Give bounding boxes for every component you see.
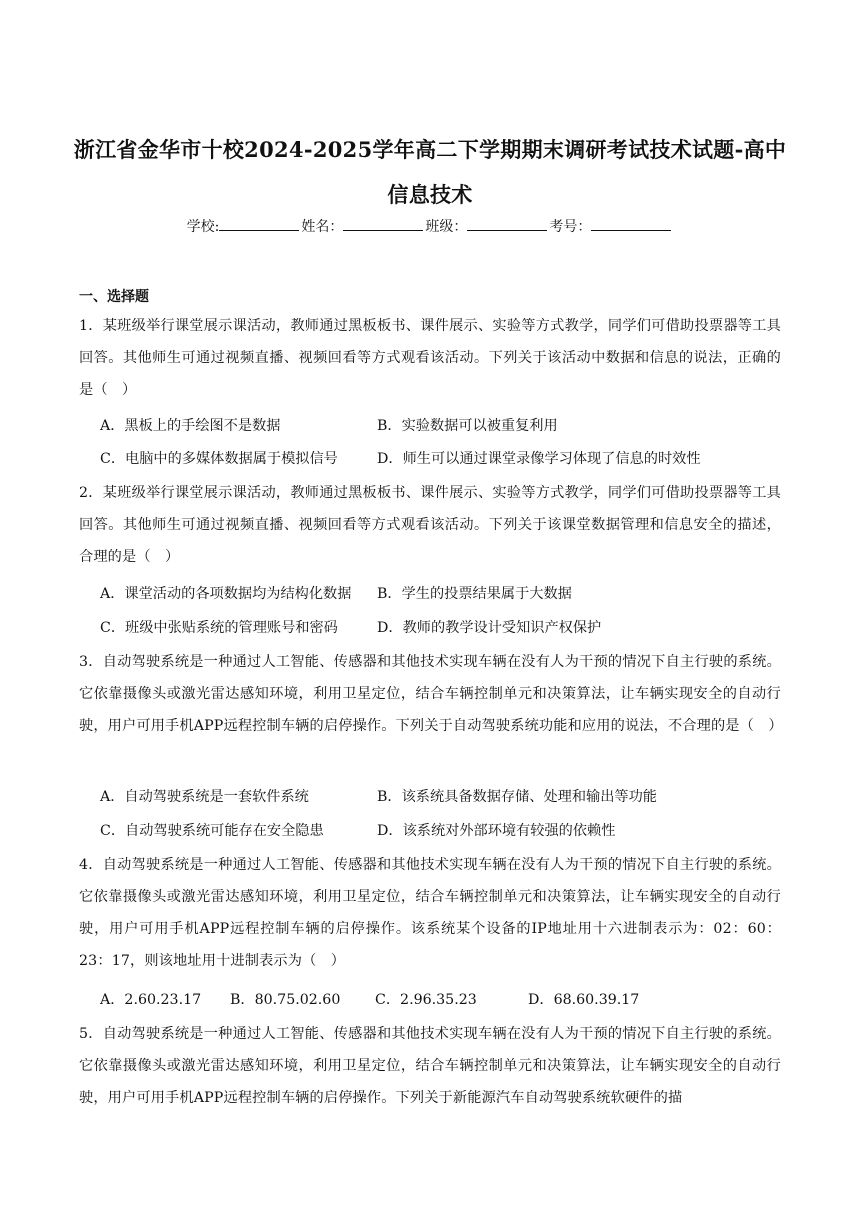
question-3-stem: 3．自动驾驶系统是一种通过人工智能、传感器和其他技术实现车辆在没有人为干预的情况下自主行驶的系统。它依靠摄像头或激光雷达感知环境，利用卫星定位，结合车辆控制单元和决策算法，让车辆实现安全的自动行驶，用户可用手机APP远程控制车辆的启停操作。下列关于自动驾驶系统功能和应用的说法，不合理的是（ ）: [79, 654, 783, 734]
question-4-option-a[interactable]: A．2.60.23.17: [100, 992, 202, 1008]
question-3-option-d[interactable]: D．该系统对外部环境有较强的依赖性: [377, 823, 616, 839]
question-3-option-b[interactable]: B．该系统具备数据存储、处理和输出等功能: [377, 789, 657, 805]
class-label: 班级：: [425, 219, 468, 235]
question-4-option-c[interactable]: C．2.96.35.23: [375, 992, 477, 1008]
section-heading: 一、选择题: [79, 289, 149, 305]
school-label: 学校:: [186, 219, 220, 235]
student-info-line: [0, 217, 860, 237]
name-blank[interactable]: [343, 217, 423, 231]
question-1-option-b[interactable]: B．实验数据可以被重复利用: [377, 418, 558, 434]
question-2-stem: 2．某班级举行课堂展示课活动，教师通过黑板板书、课件展示、实验等方式教学，同学们可借助投票器等工具回答。其他师生可通过视频直播、视频回看等方式观看该活动。下列关于该课堂数据管理和信息安全的描述，合理的是（ ）: [79, 485, 781, 565]
question-2-option-d[interactable]: D．教师的教学设计受知识产权保护: [377, 620, 602, 636]
page-title: 浙江省金华市十校2024-2025学年高二下学期期末调研考试技术试题-高中: [73, 137, 787, 162]
page-subtitle: 信息技术: [387, 182, 473, 207]
question-3-option-c[interactable]: C．自动驾驶系统可能存在安全隐患: [100, 823, 324, 839]
number-label: 考号：: [549, 219, 592, 235]
question-2-option-c[interactable]: C．班级中张贴系统的管理账号和密码: [100, 620, 338, 636]
question-2-option-a[interactable]: A．课堂活动的各项数据均为结构化数据: [100, 586, 352, 602]
question-1-option-d[interactable]: D．师生可以通过课堂录像学习体现了信息的时效性: [377, 451, 701, 467]
number-blank[interactable]: [591, 217, 671, 231]
class-blank[interactable]: [467, 217, 547, 231]
question-1-option-c[interactable]: C．电脑中的多媒体数据属于模拟信号: [100, 451, 338, 467]
question-1-option-a[interactable]: A．黑板上的手绘图不是数据: [100, 418, 281, 434]
name-label: 姓名：: [301, 219, 344, 235]
question-1-stem: 1．某班级举行课堂展示课活动，教师通过黑板板书、课件展示、实验等方式教学，同学们可借助投票器等工具回答。其他师生可通过视频直播、视频回看等方式观看该活动。下列关于该活动中数据和信息的说法，正确的是（ ）: [79, 318, 781, 398]
question-3-option-a[interactable]: A．自动驾驶系统是一套软件系统: [100, 789, 309, 805]
question-5-stem: 5．自动驾驶系统是一种通过人工智能、传感器和其他技术实现车辆在没有人为干预的情况下自主行驶的系统。它依靠摄像头或激光雷达感知环境，利用卫星定位，结合车辆控制单元和决策算法，让车辆实现安全的自动行驶，用户可用手机APP远程控制车辆的启停操作。下列关于新能源汽车自动驾驶系统软硬件的描: [79, 1026, 781, 1106]
question-2-option-b[interactable]: B．学生的投票结果属于大数据: [377, 586, 572, 602]
question-4-option-b[interactable]: B．80.75.02.60: [230, 992, 341, 1008]
question-4-option-d[interactable]: D．68.60.39.17: [528, 992, 640, 1008]
question-4-stem: 4．自动驾驶系统是一种通过人工智能、传感器和其他技术实现车辆在没有人为干预的情况下自主行驶的系统。它依靠摄像头或激光雷达感知环境，利用卫星定位，结合车辆控制单元和决策算法，让车辆实现安全的自动行驶，用户可用手机APP远程控制车辆的启停操作。该系统某个设备的IP地址用十六进制表示为：02：60：23：17，则该地址用十进制表示为（ ）: [79, 857, 781, 969]
school-blank[interactable]: [219, 217, 299, 231]
